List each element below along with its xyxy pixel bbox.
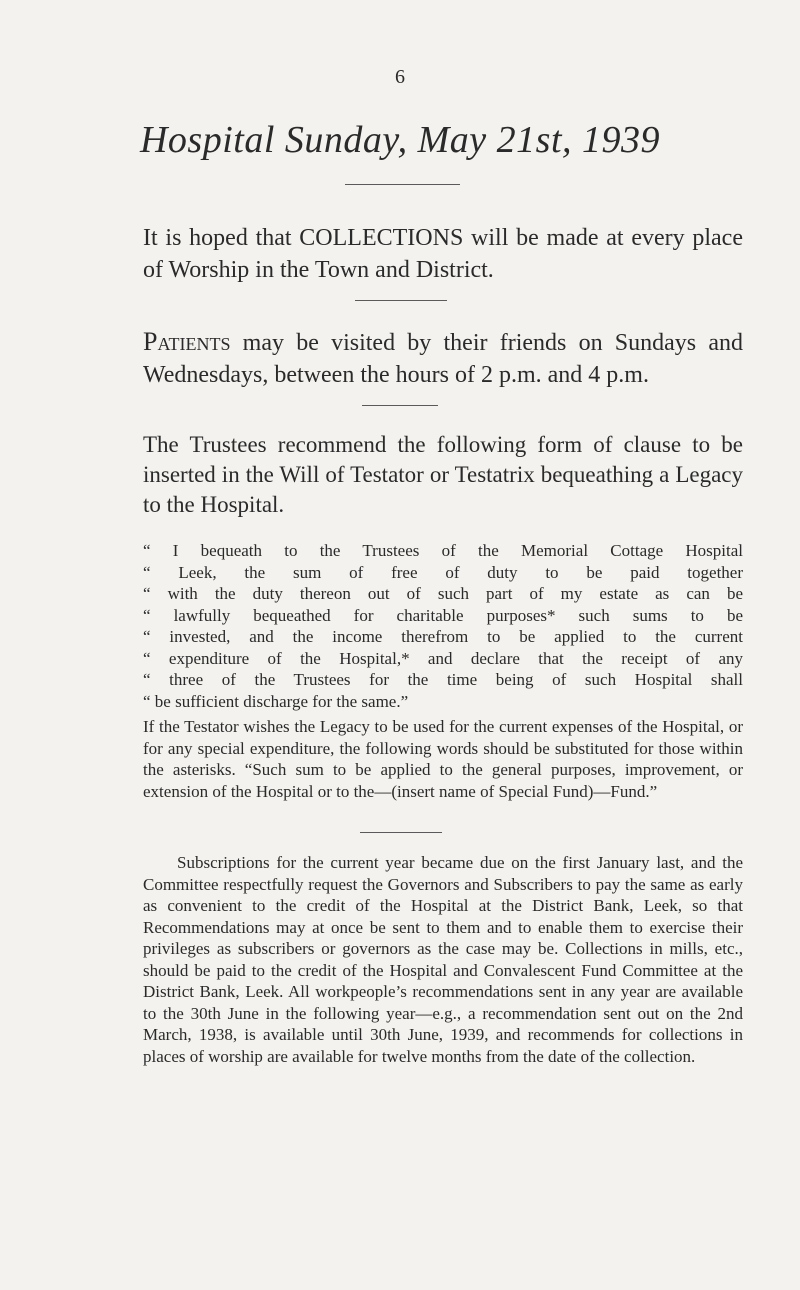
clause-line: “ three of the Trustees for the time being of such Hospital shall	[143, 670, 743, 689]
clause-line: “ invested, and the income therefrom to be applied to the current	[143, 627, 743, 646]
clause-line: “ expenditure of the Hospital,* and declare that the receipt of any	[143, 648, 743, 668]
patients-lead: Patients	[143, 327, 231, 356]
patients-text: may be visited by their friends on Sundays and Wednesdays, between the hours of 2 p.m. and 4 p.m.	[143, 330, 743, 388]
divider	[355, 300, 447, 301]
divider	[360, 832, 442, 833]
clause-line: “ I bequeath to the Trustees of the Memorial Cottage Hospital	[143, 541, 743, 560]
bequest-clause	[143, 540, 743, 712]
clause-line: “ with the duty thereon out of such part of my estate as can be	[143, 584, 743, 603]
testator-paragraph: If the Testator wishes the Legacy to be used for the current expenses of the Hospital, or for any special expenditure, the following words should be substituted for those within the asterisks. “Such sum to be applied to the general purposes, improvement, or extension of the Hospital or to the—(insert name of Special Fund)—Fund.”	[143, 717, 743, 801]
clause-line: “ lawfully bequeathed for charitable purposes* such sums to be	[143, 605, 743, 625]
patients-paragraph	[143, 326, 743, 391]
divider	[362, 405, 438, 406]
collections-paragraph: It is hoped that COLLECTIONS will be made at every place of Worship in the Town and District.	[143, 225, 743, 283]
page-title: Hospital Sunday, May 21st, 1939	[139, 119, 661, 161]
page-number: 6	[395, 66, 405, 88]
trustees-paragraph: The Trustees recommend the following form of clause to be inserted in the Will of Testator or Testatrix bequeathing a Legacy to the Hospital.	[143, 432, 743, 517]
divider	[345, 184, 460, 185]
subscriptions-paragraph: Subscriptions for the current year became due on the first January last, and the Committee respectfully request the Governors and Subscribers to pay the same as early as convenient to the credit of the Hospital at the District Bank, Leek, so that Recommendations may at once be sent to them and to enable them to exercise their privileges as subscribers or governors as the case may be. Collections in mills, etc., should be paid to the credit of the Hospital and Convalescent Fund Committee at the District Bank, Leek. All workpeople’s recommendations sent in any year are available to the 30th June in the following year—e.g., a recommendation sent out on the 2nd March, 1938, is available until 30th June, 1939, and recommends for collections in places of worship are available for twelve months from the date of the collection.	[143, 853, 743, 1066]
clause-line: “ be sufficient discharge for the same.”	[143, 691, 409, 711]
clause-line: “ Leek, the sum of free of duty to be paid together	[143, 562, 743, 582]
